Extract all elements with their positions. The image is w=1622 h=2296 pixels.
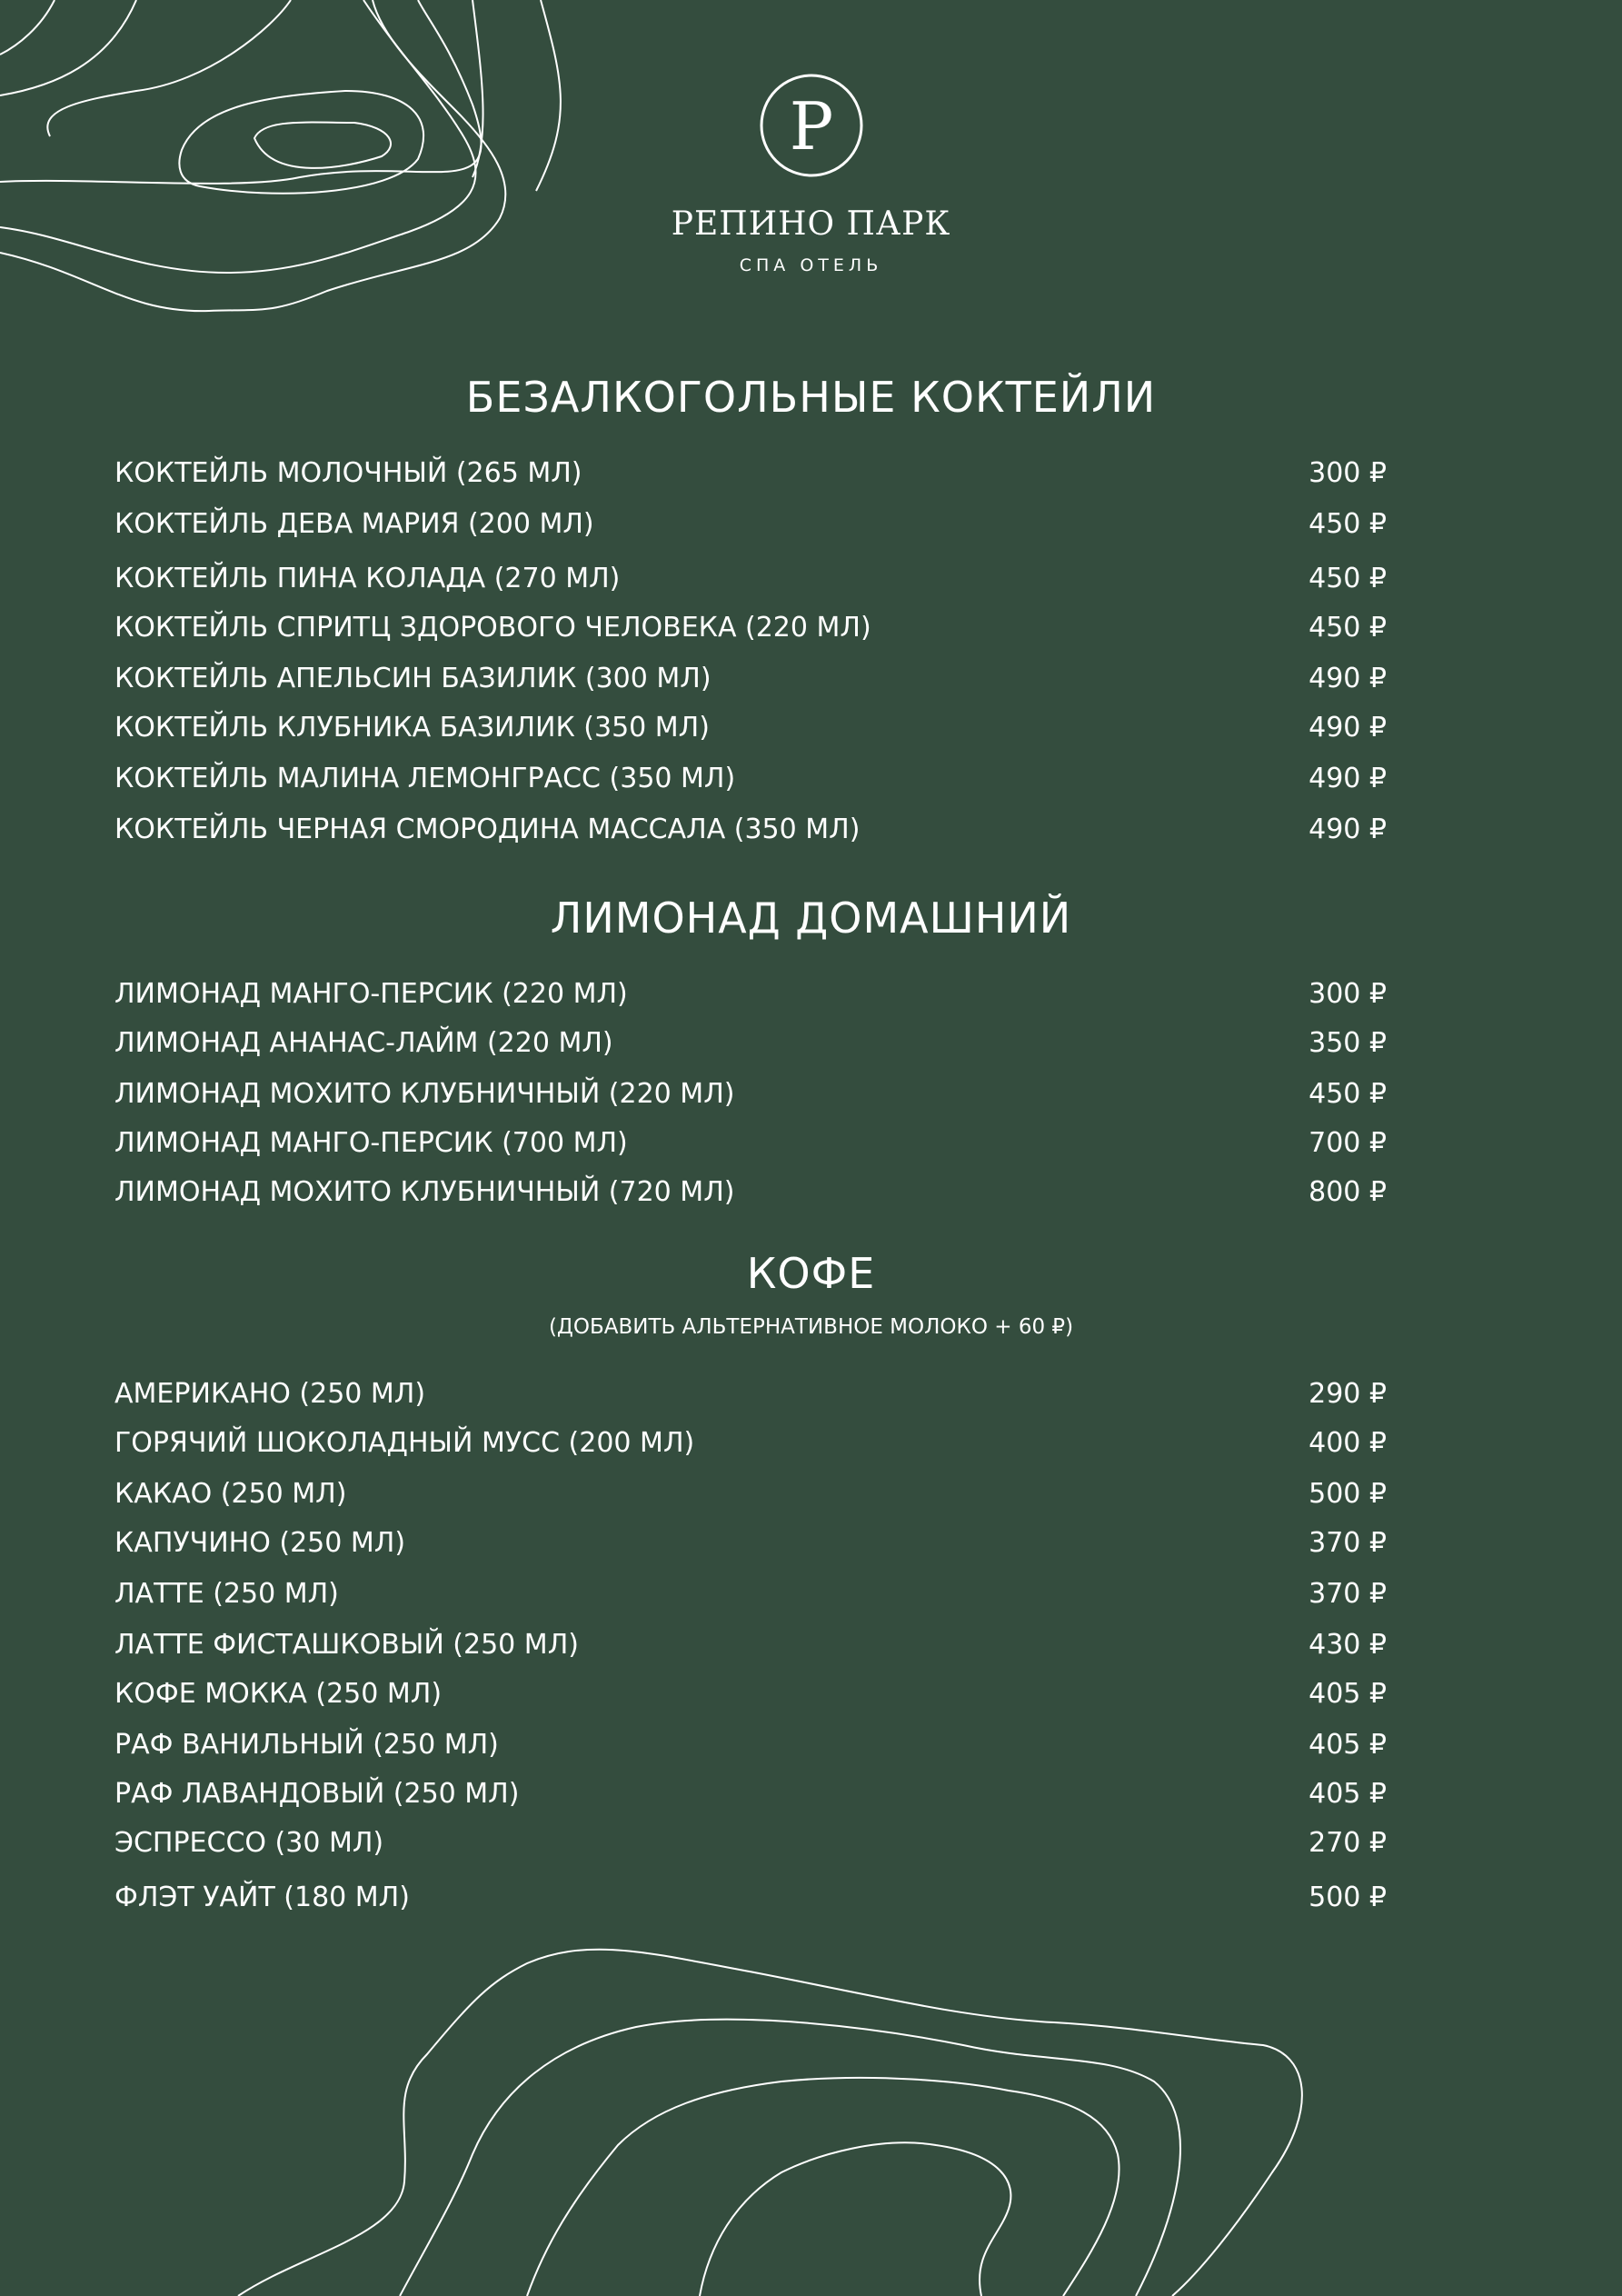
menu-item: [114, 457, 1387, 504]
item-price: 270 ₽: [1309, 1827, 1387, 1859]
hotel-logo: [0, 73, 1622, 275]
menu-item: [114, 1378, 1387, 1425]
item-name: ЛАТТЕ ФИСТАШКОВЫЙ (250 МЛ): [114, 1629, 579, 1661]
menu-item: [114, 1127, 1387, 1174]
monogram-icon: [759, 73, 864, 178]
item-name: ЛИМОНАД МАНГО-ПЕРСИК (700 МЛ): [114, 1127, 628, 1159]
brand-name: РЕПИНО ПАРК: [671, 205, 951, 243]
item-name: РАФ ВАНИЛЬНЫЙ (250 МЛ): [114, 1729, 499, 1761]
menu-item: [114, 508, 1387, 555]
item-name: ГОРЯЧИЙ ШОКОЛАДНЫЙ МУСС (200 МЛ): [114, 1427, 695, 1459]
section-title-cocktails: БЕЗАЛКОГОЛЬНЫЕ КОКТЕЙЛИ: [465, 373, 1157, 422]
item-name: ЛАТТЕ (250 МЛ): [114, 1578, 339, 1610]
menu-item: [114, 1827, 1387, 1874]
item-price: 450 ₽: [1309, 508, 1387, 540]
menu-item: [114, 1176, 1387, 1223]
item-price: 400 ₽: [1309, 1427, 1387, 1459]
item-price: 490 ₽: [1309, 763, 1387, 794]
item-name: КОКТЕЙЛЬ МОЛОЧНЫЙ (265 МЛ): [114, 457, 582, 489]
item-price: 700 ₽: [1309, 1127, 1387, 1159]
item-name: ФЛЭТ УАЙТ (180 МЛ): [114, 1882, 410, 1913]
item-price: 490 ₽: [1309, 712, 1387, 744]
item-price: 300 ₽: [1309, 457, 1387, 489]
menu-item: [114, 1729, 1387, 1776]
menu-item: [114, 1678, 1387, 1725]
menu-item: [114, 1527, 1387, 1574]
menu-item: [114, 814, 1387, 861]
menu-item: [114, 1578, 1387, 1625]
brand-subtitle: СПА ОТЕЛЬ: [739, 255, 883, 275]
item-price: 350 ₽: [1309, 1027, 1387, 1059]
item-price: 450 ₽: [1309, 1078, 1387, 1110]
item-price: 405 ₽: [1309, 1729, 1387, 1761]
section-title-coffee: КОФЕ: [746, 1249, 876, 1298]
section-note: (ДОБАВИТЬ АЛЬТЕРНАТИВНОЕ МОЛОКО + 60 ₽): [548, 1315, 1074, 1339]
item-name: КАКАО (250 МЛ): [114, 1478, 347, 1510]
menu-item: [114, 1478, 1387, 1525]
item-price: 800 ₽: [1309, 1176, 1387, 1208]
menu-item: [114, 1427, 1387, 1474]
menu-item: [114, 978, 1387, 1025]
item-name: АМЕРИКАНО (250 МЛ): [114, 1378, 426, 1410]
menu-item: [114, 563, 1387, 610]
item-price: 450 ₽: [1309, 563, 1387, 594]
item-name: ЛИМОНАД МОХИТО КЛУБНИЧНЫЙ (720 МЛ): [114, 1176, 735, 1208]
item-price: 500 ₽: [1309, 1882, 1387, 1913]
item-name: КОКТЕЙЛЬ МАЛИНА ЛЕМОНГРАСС (350 МЛ): [114, 763, 736, 794]
menu-item: [114, 1078, 1387, 1125]
item-name: ЛИМОНАД МАНГО-ПЕРСИК (220 МЛ): [114, 978, 628, 1010]
menu-item: [114, 663, 1387, 710]
menu-item: [114, 612, 1387, 659]
menu-item: [114, 1629, 1387, 1676]
item-name: КАПУЧИНО (250 МЛ): [114, 1527, 406, 1559]
menu-item: [114, 712, 1387, 759]
item-price: 450 ₽: [1309, 612, 1387, 644]
item-name: КОКТЕЙЛЬ ЧЕРНАЯ СМОРОДИНА МАССАЛА (350 МЛ): [114, 814, 861, 845]
item-name: РАФ ЛАВАНДОВЫЙ (250 МЛ): [114, 1778, 520, 1810]
section-title-lemonade: ЛИМОНАД ДОМАШНИЙ: [550, 893, 1072, 943]
item-price: 500 ₽: [1309, 1478, 1387, 1510]
item-name: КОФЕ МОККА (250 МЛ): [114, 1678, 443, 1710]
item-price: 370 ₽: [1309, 1578, 1387, 1610]
menu-item: [114, 1027, 1387, 1074]
item-name: КОКТЕЙЛЬ ДЕВА МАРИЯ (200 МЛ): [114, 508, 594, 540]
item-name: ЛИМОНАД АНАНАС-ЛАЙМ (220 МЛ): [114, 1027, 613, 1059]
item-name: КОКТЕЙЛЬ ПИНА КОЛАДА (270 МЛ): [114, 563, 621, 594]
item-name: КОКТЕЙЛЬ СПРИТЦ ЗДОРОВОГО ЧЕЛОВЕКА (220 МЛ): [114, 612, 871, 644]
item-name: ЛИМОНАД МОХИТО КЛУБНИЧНЫЙ (220 МЛ): [114, 1078, 735, 1110]
item-name: ЭСПРЕССО (30 МЛ): [114, 1827, 384, 1859]
item-price: 405 ₽: [1309, 1778, 1387, 1810]
menu-item: [114, 1778, 1387, 1825]
svg-text:P: P: [789, 88, 833, 165]
item-price: 300 ₽: [1309, 978, 1387, 1010]
item-price: 430 ₽: [1309, 1629, 1387, 1661]
item-price: 405 ₽: [1309, 1678, 1387, 1710]
item-price: 490 ₽: [1309, 814, 1387, 845]
menu-item: [114, 763, 1387, 810]
item-name: КОКТЕЙЛЬ АПЕЛЬСИН БАЗИЛИК (300 МЛ): [114, 663, 711, 694]
menu-item: [114, 1882, 1387, 1929]
item-name: КОКТЕЙЛЬ КЛУБНИКА БАЗИЛИК (350 МЛ): [114, 712, 710, 744]
item-price: 490 ₽: [1309, 663, 1387, 694]
item-price: 370 ₽: [1309, 1527, 1387, 1559]
item-price: 290 ₽: [1309, 1378, 1387, 1410]
